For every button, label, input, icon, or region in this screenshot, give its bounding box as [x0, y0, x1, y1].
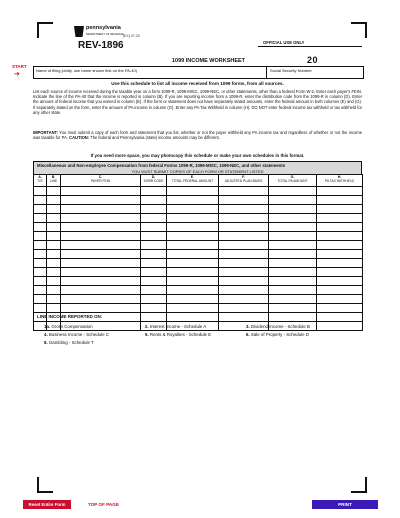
table-cell-input[interactable] [47, 277, 61, 286]
table-cell-input[interactable] [167, 313, 219, 322]
table-cell-input[interactable] [317, 214, 363, 223]
table-cell-input[interactable] [269, 313, 317, 322]
table-cell-input[interactable] [219, 286, 269, 295]
table-cell-input[interactable] [141, 187, 167, 196]
table-cell-input[interactable] [269, 241, 317, 250]
table-row [34, 187, 363, 196]
table-cell-input[interactable] [61, 205, 141, 214]
table-cell-input[interactable] [47, 268, 61, 277]
table-cell-input[interactable] [269, 205, 317, 214]
table-cell-input[interactable] [269, 286, 317, 295]
table-cell-input[interactable] [61, 223, 141, 232]
table-cell-input[interactable] [269, 304, 317, 313]
table-cell-input[interactable] [141, 259, 167, 268]
table-cell-input[interactable] [219, 232, 269, 241]
table-row [34, 205, 363, 214]
instructions-paragraph: List each source of income received during the taxable year on a form 1099-R, 1099-MISC, 1099-NEC, or other statements, other than a federal Form W-2. Enter each payer's FEIN. Indicate the line of the PA-40 that the income is reported in column (B). If you are reporting income from a 1099-R, enter the distribution code from the 1099-R in column (D). Enter the amount of federal income that you earned in column (E). If the form or statement does not have separately stated amounts, enter the federal amount in both columns (E) and (G). If separately stated on the form, enter the amount of PA income in column (G). Enter any PA Tax Withheld in column (H). DO NOT enter federal income tax withheld or tax withheld for any other state. [33, 89, 362, 115]
table-cell-input[interactable] [219, 259, 269, 268]
logo-dept-text: DEPARTMENT OF REVENUE [86, 32, 124, 36]
table-cell-input[interactable] [167, 187, 219, 196]
name-ssn-row [33, 66, 364, 79]
form-id: REV-1896 [78, 40, 124, 51]
table-cell-input[interactable] [61, 187, 141, 196]
table-row [34, 268, 363, 277]
table-cell-input[interactable] [47, 205, 61, 214]
table-cell-input[interactable] [47, 214, 61, 223]
start-label: START [12, 64, 27, 69]
table-row [34, 304, 363, 313]
form-title: 1099 INCOME WORKSHEET [172, 58, 246, 64]
important-label: IMPORTANT: [33, 130, 58, 135]
table-cell-input[interactable] [219, 250, 269, 259]
table-cell-input[interactable] [269, 295, 317, 304]
table-cell-input[interactable] [34, 268, 47, 277]
table-cell-input[interactable] [167, 250, 219, 259]
table-cell-input[interactable] [34, 196, 47, 205]
table-cell-input[interactable] [269, 223, 317, 232]
table-cell-input[interactable] [61, 304, 141, 313]
table-cell-input[interactable] [317, 313, 363, 322]
official-use-line [258, 46, 362, 47]
table-cell-input[interactable] [167, 295, 219, 304]
table-cell-input[interactable] [219, 196, 269, 205]
name-field-label: Name of filing jointly, use name shown first on the PA-40) [36, 68, 138, 73]
table-cell-input[interactable] [317, 304, 363, 313]
table-cell-input[interactable] [219, 205, 269, 214]
table-cell-input[interactable] [317, 259, 363, 268]
col-header-b: B. LINE [47, 175, 61, 187]
table-cell-input[interactable] [317, 232, 363, 241]
table-cell-input[interactable] [219, 268, 269, 277]
ssn-field-label: Social Security Number [270, 68, 312, 73]
crop-mark-top-left [37, 22, 53, 38]
code-item: 8. Gambling - Schedule T [44, 340, 94, 345]
code-item: 2. Interest Income - Schedule A [145, 324, 207, 329]
table-cell-input[interactable] [47, 259, 61, 268]
table-cell-input[interactable] [167, 259, 219, 268]
table-cell-input[interactable] [34, 277, 47, 286]
table-cell-input[interactable] [47, 286, 61, 295]
table-cell-input[interactable] [61, 196, 141, 205]
table-cell-input[interactable] [317, 241, 363, 250]
table-cell-input[interactable] [219, 214, 269, 223]
col-header-g: G. TOTAL PA AMOUNT [269, 175, 317, 187]
table-cell-input[interactable] [167, 268, 219, 277]
table-cell-input[interactable] [167, 277, 219, 286]
table-cell-input[interactable] [34, 241, 47, 250]
table-cell-input[interactable] [317, 286, 363, 295]
table-subtitle: YOU MUST SUBMIT COPIES OF EACH FORM OR STATEMENT LISTED [131, 169, 264, 174]
table-cell-input[interactable] [219, 277, 269, 286]
table-cell-input[interactable] [167, 241, 219, 250]
table-cell-input[interactable] [61, 241, 141, 250]
use-note: Use this schedule to list all income received from 1099 forms, from all sources. [111, 81, 284, 86]
table-cell-input[interactable] [141, 214, 167, 223]
table-cell-input[interactable] [219, 187, 269, 196]
table-cell-input[interactable] [317, 205, 363, 214]
logo-text: pennsylvania [86, 25, 121, 31]
table-cell-input[interactable] [47, 241, 61, 250]
table-cell-input[interactable] [141, 295, 167, 304]
table-cell-input[interactable] [61, 259, 141, 268]
table-cell-input[interactable] [34, 250, 47, 259]
name-field[interactable] [34, 67, 267, 78]
table-cell-input[interactable] [219, 223, 269, 232]
table-cell-input[interactable] [47, 196, 61, 205]
form-revision: (EX) 07-20 [123, 34, 140, 38]
table-cell-input[interactable] [47, 295, 61, 304]
col-header-e: E. TOTAL FEDERAL AMOUNT [167, 175, 219, 187]
important-text: You must submit a copy of each form and statement that you list, whether or not the payer withheld any PA income tax and regardless of whether or not the income was taxable for PA. [33, 130, 362, 141]
code-item: 4. Business Income - Schedule C [44, 332, 109, 337]
col-header-c: C. PAYER FEIN [61, 175, 141, 187]
table-row [34, 286, 363, 295]
table-row [34, 295, 363, 304]
table-cell-input[interactable] [34, 286, 47, 295]
table-cell-input[interactable] [141, 250, 167, 259]
table-cell-input[interactable] [269, 268, 317, 277]
table-cell-input[interactable] [219, 304, 269, 313]
table-cell-input[interactable] [61, 232, 141, 241]
table-row [34, 259, 363, 268]
important-paragraph [33, 130, 362, 140]
code-item: 1a. Gross Compensation [44, 324, 93, 329]
table-cell-input[interactable] [141, 313, 167, 322]
table-cell-input[interactable] [34, 304, 47, 313]
ssn-field[interactable] [268, 67, 314, 74]
caution-text: The federal and Pennsylvania (state) income amounts may be different. [89, 135, 220, 141]
table-cell-input[interactable] [47, 304, 61, 313]
need-more-note: If you need more space, you may photocopy this schedule or make your own schedules in this format. [90, 153, 305, 158]
table-cell-input[interactable] [141, 241, 167, 250]
tax-year-field[interactable] [307, 55, 318, 65]
col-header-d: D. 1099R CODE [141, 175, 167, 187]
table-row [34, 250, 363, 259]
caution-label: CAUTION: [69, 135, 90, 141]
top-of-page-link[interactable]: TOP OF PAGE [88, 502, 119, 507]
table-cell-input[interactable] [269, 214, 317, 223]
table-cell-input[interactable] [269, 277, 317, 286]
table-cell-input[interactable] [167, 304, 219, 313]
table-cell-input[interactable] [34, 205, 47, 214]
table-cell-input[interactable] [317, 250, 363, 259]
table-cell-input[interactable] [317, 187, 363, 196]
income-table-body [34, 187, 363, 331]
crop-mark-bottom-right [351, 477, 367, 493]
table-cell-input[interactable] [141, 205, 167, 214]
table-cell-input[interactable] [317, 295, 363, 304]
table-cell-input[interactable] [61, 286, 141, 295]
table-cell-input[interactable] [269, 259, 317, 268]
table-cell-input[interactable] [34, 232, 47, 241]
table-cell-input[interactable] [34, 259, 47, 268]
table-cell-input[interactable] [167, 205, 219, 214]
table-cell-input[interactable] [34, 187, 47, 196]
table-cell-input[interactable] [219, 295, 269, 304]
table-cell-input[interactable] [47, 223, 61, 232]
table-cell-input[interactable] [269, 196, 317, 205]
table-cell-input[interactable] [269, 250, 317, 259]
table-cell-input[interactable] [167, 286, 219, 295]
table-cell-input[interactable] [141, 268, 167, 277]
table-cell-input[interactable] [141, 277, 167, 286]
table-cell-input[interactable] [61, 268, 141, 277]
table-cell-input[interactable] [47, 250, 61, 259]
table-cell-input[interactable] [141, 286, 167, 295]
table-cell-input[interactable] [61, 250, 141, 259]
table-cell-input[interactable] [34, 295, 47, 304]
table-row [34, 214, 363, 223]
line-reported-header: LINE INCOME REPORTED ON: [37, 314, 103, 319]
table-cell-input[interactable] [219, 241, 269, 250]
table-cell-input[interactable] [141, 232, 167, 241]
table-row [34, 196, 363, 205]
table-header-row [34, 175, 363, 187]
pa-revenue-logo [74, 26, 122, 38]
table-row [34, 241, 363, 250]
table-cell-input[interactable] [47, 187, 61, 196]
code-item: 3. Dividend Income - Schedule B [246, 324, 310, 329]
col-header-f: F. ADJUSTED PLAN BASIS [219, 175, 269, 187]
table-cell-input[interactable] [61, 277, 141, 286]
print-button[interactable]: PRINT [312, 500, 378, 509]
col-header-a: A. T/S [34, 175, 47, 187]
table-cell-input[interactable] [141, 196, 167, 205]
table-cell-input[interactable] [141, 223, 167, 232]
crop-mark-bottom-left [37, 477, 53, 493]
table-cell-input[interactable] [317, 322, 363, 331]
reset-form-button[interactable]: Reset Entire Form [23, 500, 71, 509]
start-arrow-icon: ➔ [14, 71, 20, 78]
code-item: 6. Sale of Property - Schedule D [246, 332, 309, 337]
income-table [33, 174, 363, 331]
table-cell-input[interactable] [317, 277, 363, 286]
table-cell-input[interactable] [269, 232, 317, 241]
table-row [34, 223, 363, 232]
table-title-box [33, 161, 362, 174]
year-prefix: 20 [307, 55, 319, 65]
table-cell-input[interactable] [269, 187, 317, 196]
table-row [34, 277, 363, 286]
table-row [34, 232, 363, 241]
code-item: 5. Rents & Royalties - Schedule E [145, 332, 212, 337]
keystone-icon [74, 26, 84, 37]
table-cell-input[interactable] [167, 196, 219, 205]
table-cell-input[interactable] [167, 214, 219, 223]
table-cell-input[interactable] [141, 304, 167, 313]
crop-mark-top-right [351, 22, 367, 38]
table-cell-input[interactable] [34, 214, 47, 223]
table-title: Miscellaneous and Non-employee Compensation from federal Forms 1099-R, 1099-MISC, 1099-NEC, and other statements [37, 163, 286, 168]
table-cell-input[interactable] [317, 223, 363, 232]
official-use-label: OFFICIAL USE ONLY [263, 40, 305, 45]
table-cell-input[interactable] [47, 232, 61, 241]
table-cell-input[interactable] [61, 214, 141, 223]
table-cell-input[interactable] [61, 295, 141, 304]
table-cell-input[interactable] [167, 232, 219, 241]
table-cell-input[interactable] [317, 268, 363, 277]
table-cell-input[interactable] [167, 223, 219, 232]
table-cell-input[interactable] [219, 313, 269, 322]
col-header-h: H. PA TAX WITHHELD [317, 175, 363, 187]
table-cell-input[interactable] [317, 196, 363, 205]
table-cell-input[interactable] [34, 223, 47, 232]
